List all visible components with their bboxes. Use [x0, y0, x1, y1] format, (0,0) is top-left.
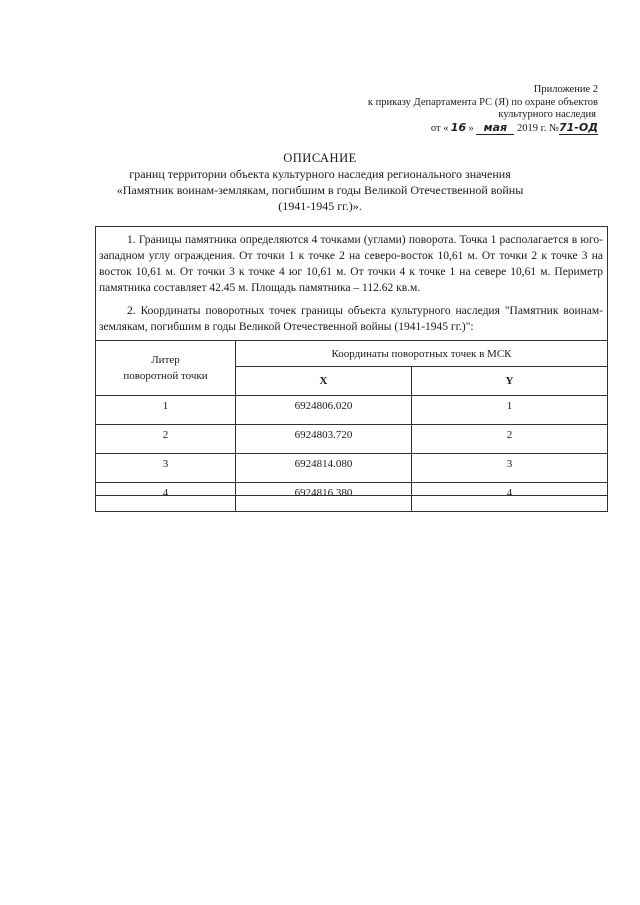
appendix-date-line [298, 122, 598, 136]
cell-y: 3 [412, 454, 608, 483]
date-year: 2019 г. № [516, 122, 559, 134]
cell-x: 6924816.380 [236, 483, 412, 512]
cell-x: 6924803.720 [236, 425, 412, 454]
heading-line-2: «Памятник воинам-землякам, погибшим в годы Великой Отечественной войны [116, 183, 524, 197]
date-prefix: от « [430, 122, 449, 134]
handwritten-order-number: 71-ОД [558, 120, 598, 134]
cell-y: 4 [412, 483, 608, 512]
cell-point: 4 [96, 483, 236, 512]
table-header-row [96, 341, 608, 367]
appendix-order-ref: к приказу Департамента РС (Я) по охране объектов [367, 96, 598, 108]
header-coordinates-group: Координаты поворотных точек в МСК [236, 341, 608, 367]
heading-line-1: границ территории объекта культурного наследия регионального значения [129, 167, 511, 181]
table-row [96, 396, 608, 425]
handwritten-month: мая [476, 122, 514, 136]
header-liter-line-1: Литер [151, 354, 180, 366]
cell-point: 1 [96, 396, 236, 425]
coordinates-paragraph: 2. Координаты поворотных точек границы объекта культурного наследия "Памятник воинам-землякам, погибшим в годы Великой Отечественной войны (1941-1945 гг.)": [99, 305, 603, 333]
coordinates-table [95, 340, 608, 512]
handwritten-day: 16 [450, 120, 467, 134]
cell-y: 1 [412, 396, 608, 425]
table-row [96, 454, 608, 483]
cell-point: 3 [96, 454, 236, 483]
table-row [96, 425, 608, 454]
heading-line-3: (1941-1945 гг.)». [278, 199, 362, 213]
document-title: ОПИСАНИЕ [283, 151, 357, 165]
header-liter-line-2: поворотной точки [123, 370, 208, 382]
appendix-department: культурного наследия [498, 109, 596, 120]
appendix-title: Приложение 2 [533, 84, 598, 95]
header-liter [96, 341, 236, 396]
header-x: X [236, 367, 412, 396]
boundary-paragraph: 1. Границы памятника определяются 4 точками (углами) поворота. Точка 1 располагается в юго-западном углу ограждения. От точки 1 к точке 2 на северо-восток 10,61 м. От точки 2 к точке 3 на восток 10,61 м. От точки 3 к точке 4 юг 10,61 м. От точки 4 к точке 1 на севере 10,61 м. Периметр памятника составляет 42.45 м. Площадь памятника – 112.62 кв.м. [99, 234, 603, 294]
table-row [96, 483, 608, 512]
header-y: Y [412, 367, 608, 396]
cell-x: 6924806.020 [236, 396, 412, 425]
document-heading [95, 150, 545, 214]
appendix-block [298, 84, 598, 135]
cell-y: 2 [412, 425, 608, 454]
cell-x: 6924814.080 [236, 454, 412, 483]
date-mid: » [468, 122, 474, 134]
cell-point: 2 [96, 425, 236, 454]
description-frame [95, 226, 608, 499]
